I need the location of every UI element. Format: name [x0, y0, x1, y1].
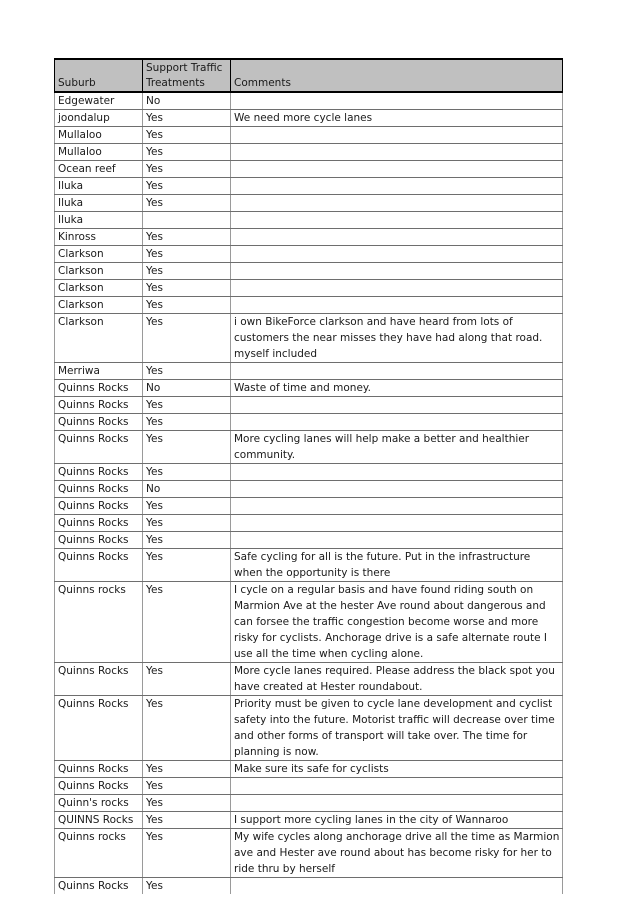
- support-cell: Yes: [143, 110, 231, 127]
- comment-cell: [231, 144, 563, 161]
- suburb-cell: Clarkson: [55, 263, 143, 280]
- suburb-cell: Quinns Rocks: [55, 549, 143, 582]
- support-cell: No: [143, 92, 231, 110]
- support-cell: No: [143, 481, 231, 498]
- table-row: [55, 161, 563, 178]
- comment-cell: [231, 92, 563, 110]
- table-row: [55, 314, 563, 363]
- support-cell: Yes: [143, 178, 231, 195]
- suburb-cell: QUINNS Rocks: [55, 812, 143, 829]
- feedback-table: [54, 58, 563, 894]
- suburb-cell: Quinns Rocks: [55, 481, 143, 498]
- support-cell: Yes: [143, 229, 231, 246]
- support-cell: Yes: [143, 829, 231, 878]
- table-row: [55, 829, 563, 878]
- comment-cell: [231, 195, 563, 212]
- comment-cell: [231, 161, 563, 178]
- header-support: Support Traffic Treatments: [143, 59, 231, 92]
- comment-cell: More cycle lanes required. Please address the black spot you have created at Hester roundabout.: [231, 663, 563, 696]
- suburb-cell: Quinns Rocks: [55, 397, 143, 414]
- comment-cell: I support more cycling lanes in the city of Wannaroo: [231, 812, 563, 829]
- table-row: [55, 761, 563, 778]
- comment-cell: Make sure its safe for cyclists: [231, 761, 563, 778]
- suburb-cell: Ocean reef: [55, 161, 143, 178]
- table-row: [55, 195, 563, 212]
- support-cell: Yes: [143, 795, 231, 812]
- table-row: [55, 431, 563, 464]
- support-cell: Yes: [143, 280, 231, 297]
- table-row: [55, 878, 563, 895]
- comment-cell: [231, 229, 563, 246]
- support-cell: Yes: [143, 314, 231, 363]
- support-cell: Yes: [143, 397, 231, 414]
- support-cell: Yes: [143, 144, 231, 161]
- suburb-cell: Clarkson: [55, 297, 143, 314]
- suburb-cell: joondalup: [55, 110, 143, 127]
- suburb-cell: Clarkson: [55, 246, 143, 263]
- support-cell: Yes: [143, 582, 231, 663]
- comment-cell: [231, 280, 563, 297]
- suburb-cell: Kinross: [55, 229, 143, 246]
- comment-cell: [231, 414, 563, 431]
- support-cell: Yes: [143, 127, 231, 144]
- support-cell: Yes: [143, 263, 231, 280]
- support-cell: Yes: [143, 297, 231, 314]
- comment-cell: [231, 464, 563, 481]
- support-cell: Yes: [143, 812, 231, 829]
- suburb-cell: Mullaloo: [55, 144, 143, 161]
- suburb-cell: Quinns Rocks: [55, 761, 143, 778]
- table-row: [55, 696, 563, 761]
- support-cell: Yes: [143, 431, 231, 464]
- table-row: [55, 127, 563, 144]
- support-cell: Yes: [143, 761, 231, 778]
- table-row: [55, 663, 563, 696]
- table-row: [55, 212, 563, 229]
- support-cell: Yes: [143, 663, 231, 696]
- comment-cell: [231, 532, 563, 549]
- comment-cell: [231, 795, 563, 812]
- support-cell: Yes: [143, 696, 231, 761]
- comment-cell: [231, 263, 563, 280]
- table-row: [55, 812, 563, 829]
- suburb-cell: Quinns rocks: [55, 582, 143, 663]
- support-cell: Yes: [143, 532, 231, 549]
- comment-cell: [231, 498, 563, 515]
- suburb-cell: Clarkson: [55, 314, 143, 363]
- suburb-cell: Quinns Rocks: [55, 663, 143, 696]
- support-cell: Yes: [143, 246, 231, 263]
- comment-cell: Safe cycling for all is the future. Put in the infrastructure when the opportunity is there: [231, 549, 563, 582]
- spreadsheet: [54, 58, 562, 894]
- table-row: [55, 144, 563, 161]
- suburb-cell: Quinns Rocks: [55, 532, 143, 549]
- suburb-cell: Iluka: [55, 195, 143, 212]
- table-row: [55, 778, 563, 795]
- comment-cell: [231, 878, 563, 895]
- suburb-cell: Quinns Rocks: [55, 431, 143, 464]
- comment-cell: [231, 363, 563, 380]
- header-suburb: Suburb: [55, 59, 143, 92]
- support-cell: Yes: [143, 515, 231, 532]
- support-cell: Yes: [143, 195, 231, 212]
- comment-cell: [231, 127, 563, 144]
- table-row: [55, 481, 563, 498]
- support-cell: [143, 212, 231, 229]
- comment-cell: [231, 212, 563, 229]
- support-cell: No: [143, 380, 231, 397]
- suburb-cell: Edgewater: [55, 92, 143, 110]
- support-cell: Yes: [143, 464, 231, 481]
- support-cell: Yes: [143, 363, 231, 380]
- table-row: [55, 263, 563, 280]
- comment-cell: [231, 397, 563, 414]
- comment-cell: Waste of time and money.: [231, 380, 563, 397]
- support-cell: Yes: [143, 878, 231, 895]
- comment-cell: Priority must be given to cycle lane development and cyclist safety into the future. Motorist traffic will decrease over time and other forms of transport will take over. The time for planning is now.: [231, 696, 563, 761]
- comment-cell: [231, 297, 563, 314]
- suburb-cell: Iluka: [55, 212, 143, 229]
- comment-cell: We need more cycle lanes: [231, 110, 563, 127]
- table-row: [55, 178, 563, 195]
- suburb-cell: Quinns Rocks: [55, 878, 143, 895]
- table-row: [55, 464, 563, 481]
- table-body: [55, 92, 563, 894]
- comment-cell: My wife cycles along anchorage drive all the time as Marmion ave and Hester ave round about has become risky for her to ride thru by herself: [231, 829, 563, 878]
- support-cell: Yes: [143, 498, 231, 515]
- suburb-cell: Clarkson: [55, 280, 143, 297]
- header-row: [55, 59, 563, 92]
- table-row: [55, 363, 563, 380]
- support-cell: Yes: [143, 161, 231, 178]
- comment-cell: [231, 178, 563, 195]
- table-row: [55, 110, 563, 127]
- table-row: [55, 229, 563, 246]
- table-row: [55, 582, 563, 663]
- comment-cell: [231, 778, 563, 795]
- table-row: [55, 280, 563, 297]
- comment-cell: [231, 515, 563, 532]
- comment-cell: [231, 246, 563, 263]
- table-row: [55, 549, 563, 582]
- table-row: [55, 297, 563, 314]
- comment-cell: i own BikeForce clarkson and have heard from lots of customers the near misses they have had along that road. myself included: [231, 314, 563, 363]
- table-row: [55, 532, 563, 549]
- suburb-cell: Quinns Rocks: [55, 380, 143, 397]
- suburb-cell: Quinns rocks: [55, 829, 143, 878]
- comment-cell: More cycling lanes will help make a better and healthier community.: [231, 431, 563, 464]
- suburb-cell: Quinns Rocks: [55, 498, 143, 515]
- table-row: [55, 380, 563, 397]
- table-row: [55, 397, 563, 414]
- suburb-cell: Mullaloo: [55, 127, 143, 144]
- table-row: [55, 414, 563, 431]
- comment-cell: I cycle on a regular basis and have found riding south on Marmion Ave at the hester Ave round about dangerous and can forsee the traffic congestion become worse and more risky for cyclists. Anchorage drive is a safe alternate route I use all the time when cycling alone.: [231, 582, 563, 663]
- suburb-cell: Quinns Rocks: [55, 778, 143, 795]
- support-cell: Yes: [143, 414, 231, 431]
- table-row: [55, 246, 563, 263]
- table-row: [55, 92, 563, 110]
- suburb-cell: Quinns Rocks: [55, 515, 143, 532]
- table-row: [55, 795, 563, 812]
- suburb-cell: Merriwa: [55, 363, 143, 380]
- suburb-cell: Quinns Rocks: [55, 696, 143, 761]
- header-comments: Comments: [231, 59, 563, 92]
- suburb-cell: Quinns Rocks: [55, 464, 143, 481]
- suburb-cell: Quinns Rocks: [55, 414, 143, 431]
- suburb-cell: Quinn's rocks: [55, 795, 143, 812]
- table-row: [55, 515, 563, 532]
- support-cell: Yes: [143, 549, 231, 582]
- table-row: [55, 498, 563, 515]
- suburb-cell: Iluka: [55, 178, 143, 195]
- comment-cell: [231, 481, 563, 498]
- support-cell: Yes: [143, 778, 231, 795]
